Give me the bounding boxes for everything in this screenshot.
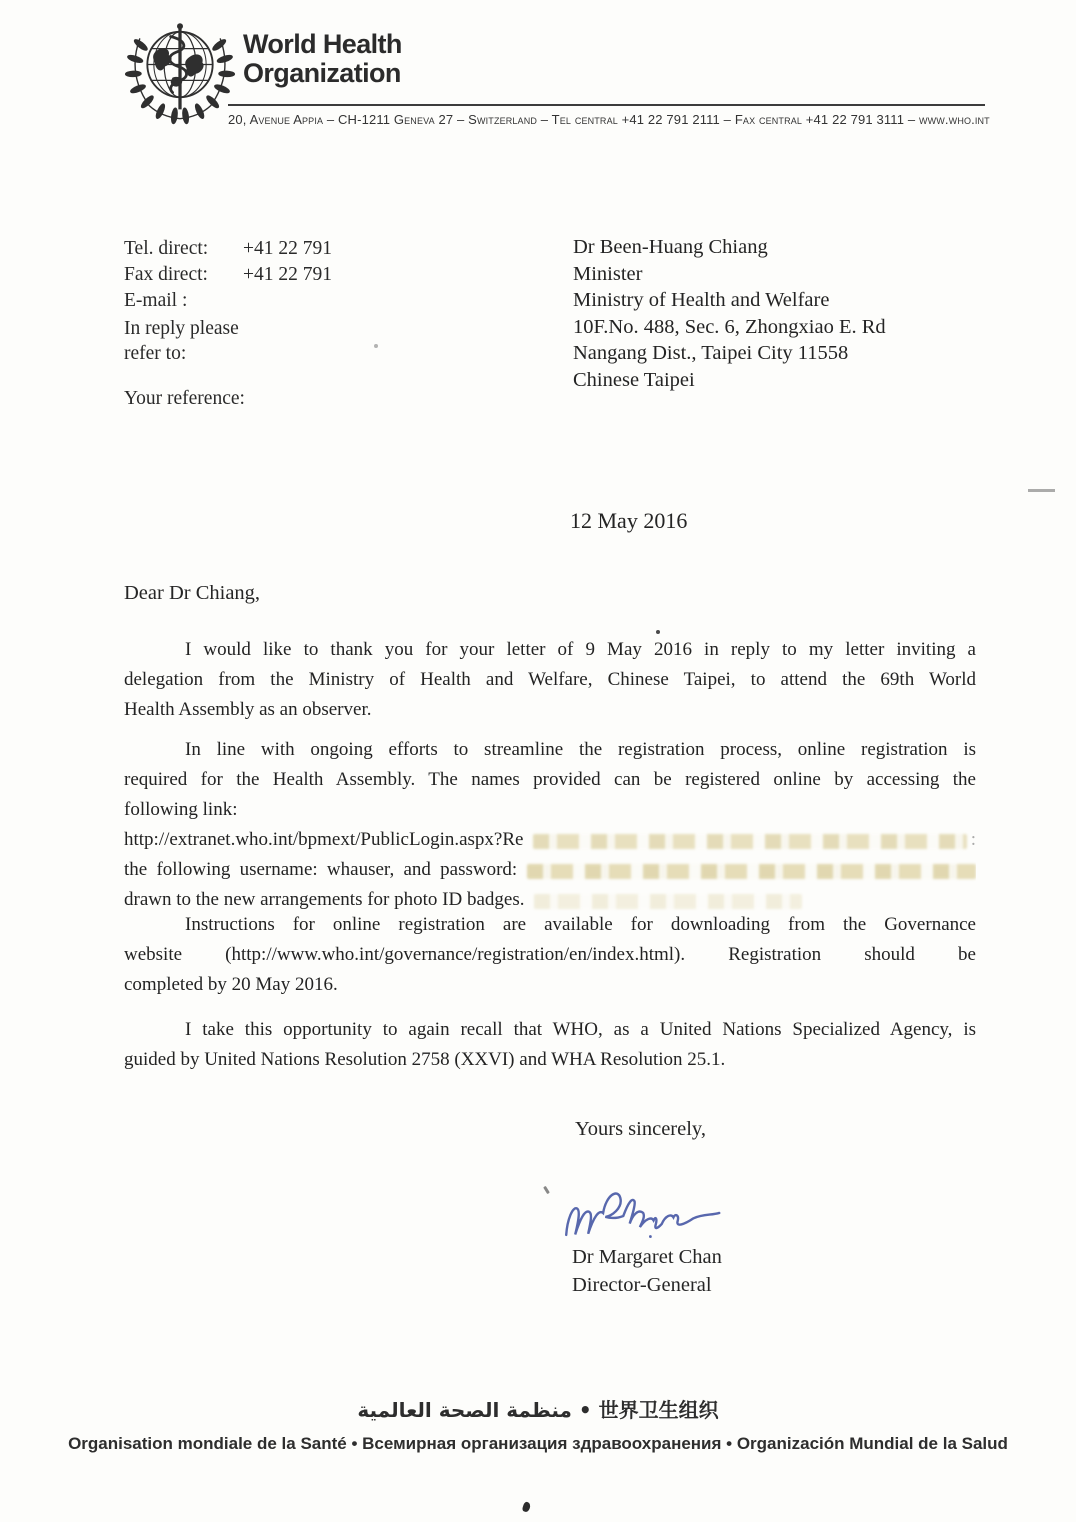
body-paragraph-3 (124, 910, 976, 1000)
valediction: Yours sincerely, (575, 1118, 706, 1140)
scan-artifact-tick (543, 1186, 550, 1194)
your-reference-label: Your reference: (124, 388, 245, 409)
body-line: delegation from the Ministry of Health and Welfare, Chinese Taipei, to attend the 69th World (124, 669, 976, 690)
body-line: In line with ongoing efforts to streamline the registration process, online registration is (185, 739, 976, 760)
registration-url: http://extranet.who.int/bpmext/PublicLogin.aspx?Re (124, 829, 524, 850)
recipient-title: Minister (573, 262, 643, 285)
recipient-name: Dr Been-Huang Chiang (573, 236, 768, 258)
body-line: guided by United Nations Resolution 2758 (XXVI) and WHA Resolution 25.1. (124, 1049, 726, 1070)
scan-artifact-dash (1028, 489, 1055, 492)
tel-direct-value: +41 22 791 (243, 238, 332, 259)
body-line: following link: (124, 799, 238, 820)
your-reference-block (124, 386, 245, 412)
body-line: Instructions for online registration are available for downloading from the Governance (185, 914, 976, 935)
in-reply-block (124, 316, 239, 366)
signer-name: Dr Margaret Chan (572, 1246, 722, 1268)
signer-title: Director-General (572, 1274, 712, 1296)
signer-block (572, 1243, 722, 1299)
body-line: website (http://www.who.int/governance/registration/en/index.html). Registration should be (124, 944, 976, 965)
body-paragraph-4 (124, 1015, 976, 1075)
credentials-text: the following username: whauser, and password: (124, 859, 518, 880)
email-row (124, 288, 332, 314)
tel-direct-row (124, 236, 332, 262)
recipient-address (573, 234, 886, 393)
tel-direct-label: Tel. direct: (124, 238, 209, 259)
fax-direct-row (124, 262, 332, 288)
fax-direct-label: Fax direct: (124, 264, 208, 285)
who-logo-icon (124, 16, 236, 133)
letter-date: 12 May 2016 (570, 508, 688, 533)
recipient-city: Nangang Dist., Taipei City 11558 (573, 342, 849, 364)
reference-contact-block (124, 236, 332, 314)
body-line-url (124, 825, 976, 855)
body-line: Health Assembly as an observer. (124, 699, 372, 720)
scan-artifact-dot (374, 344, 378, 348)
recipient-region: Chinese Taipei (573, 368, 695, 391)
handwritten-signature (553, 1172, 768, 1252)
recipient-street: 10F.No. 488, Sec. 6, Zhongxiao E. Rd (573, 315, 886, 338)
fax-direct-value: +41 22 791 (243, 264, 332, 285)
redacted-text-strip (533, 834, 966, 849)
scan-artifact-speck (522, 1501, 532, 1513)
badges-text: drawn to the new arrangements for photo ID badges. (124, 889, 525, 910)
salutation: Dear Dr Chiang, (124, 582, 261, 604)
letterhead-address: 20, Avenue Appia – CH-1211 Geneva 27 – Switzerland – Tel central +41 22 791 2111 – Fax central +41 22 791 3111 – www.who.int (228, 112, 990, 127)
body-line: I take this opportunity to again recall that WHO, as a United Nations Specialized Agency, is (185, 1019, 976, 1040)
in-reply-label-line2: refer to: (124, 343, 187, 364)
org-wordmark-line1: World Health (243, 29, 402, 59)
footer-arabic-chinese: منظمة الصحة العالمية • 世界卫生组织 (357, 1398, 719, 1422)
body-paragraph-1 (124, 635, 976, 725)
org-wordmark-line2: Organization (243, 58, 401, 88)
footer-languages: Organisation mondiale de la Santé • Всемирная организация здравоохранения • Organización Mundial de la Salud (68, 1434, 1008, 1453)
redacted-text-strip (527, 864, 976, 879)
body-paragraph-2 (124, 735, 976, 915)
letterhead-rule (228, 104, 985, 106)
scan-artifact-colon: : (970, 829, 976, 850)
body-line: required for the Health Assembly. The names provided can be registered online by accessing the (124, 769, 976, 790)
email-label: E-mail : (124, 290, 188, 311)
redacted-text-strip (534, 894, 802, 909)
body-line: completed by 20 May 2016. (124, 974, 338, 995)
recipient-org: Ministry of Health and Welfare (573, 289, 830, 311)
body-line-credentials (124, 855, 976, 885)
body-line: I would like to thank you for your letter of 9 May 2016 in reply to my letter inviting a (185, 639, 976, 660)
in-reply-label-line1: In reply please (124, 318, 239, 339)
scan-artifact-dot (656, 630, 660, 634)
org-wordmark (243, 30, 402, 88)
